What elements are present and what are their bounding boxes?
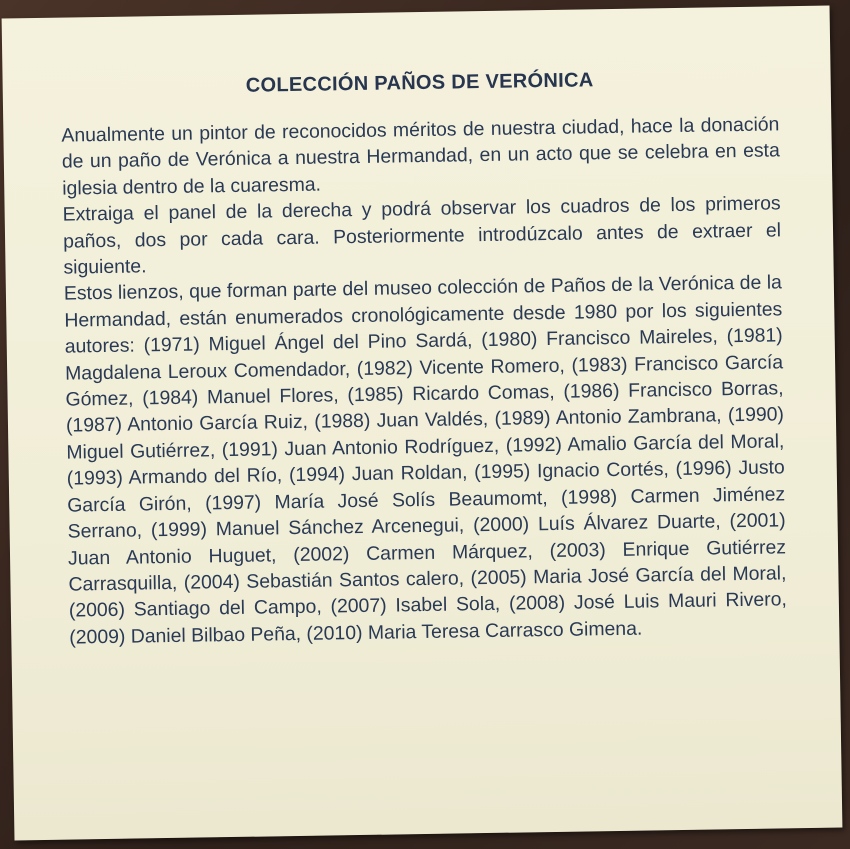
paragraph-instructions: Extraiga el panel de la derecha y podrá observar los cuadros de los primeros paños, dos por cada cara. Posteriormente introdúzcalo antes de extraer el siguiente. (62, 192, 782, 279)
paragraph-intro: Anualmente un pintor de reconocidos méritos de nuestra ciudad, hace la donación de un paño de Verónica a nuestra Hermandad, en un acto que se celebra en esta iglesia dentro de la cuaresma. (61, 113, 780, 200)
paragraph-authors: Estos lienzos, que forman parte del museo colección de Paños de la Verónica de la Hermandad, están enumerados cronológicamente desde 1980 por los siguientes autores: (1971) Miguel Ángel del Pino Sardá, (1980) Francisco Maireles, (1981) Magdalena Leroux Comendador, (1982) Vicente Romero, (1983) Francisco García Gómez, (1984) Manuel Flores, (1985) Ricardo Comas, (1986) Francisco Borras, (1987) Antonio García Ruiz, (1988) Juan Valdés, (1989) Antonio Zambrana, (1990) Miguel Gutiérrez, (1991) Juan Antonio Rodríguez, (1992) Amalio García del Moral, (1993) Armando del Río, (1994) Juan Roldan, (1995) Ignacio Cortés, (1996) Justo García Girón, (1997) María José Solís Beaumomt, (1998) Carmen Jiménez Serrano, (1999) Manuel Sánchez Arcenegui, (2000) Luís Álvarez Duarte, (2001) Juan Antonio Huguet, (2002) Carmen Márquez, (2003) Enrique Gutiérrez Carrasquilla, (2004) Sebastián Santos calero, (2005) Maria José García del Moral, (2006) Santiago del Campo, (2007) Isabel Sola, (2008) José Luis Mauri Rivero, (2009) Daniel Bilbao Peña, (2010) Maria Teresa Carrasco Gimena. (63, 271, 787, 649)
sign-body (61, 111, 787, 650)
info-sign (2, 6, 843, 841)
sign-title: COLECCIÓN PAÑOS DE VERÓNICA (245, 69, 594, 97)
